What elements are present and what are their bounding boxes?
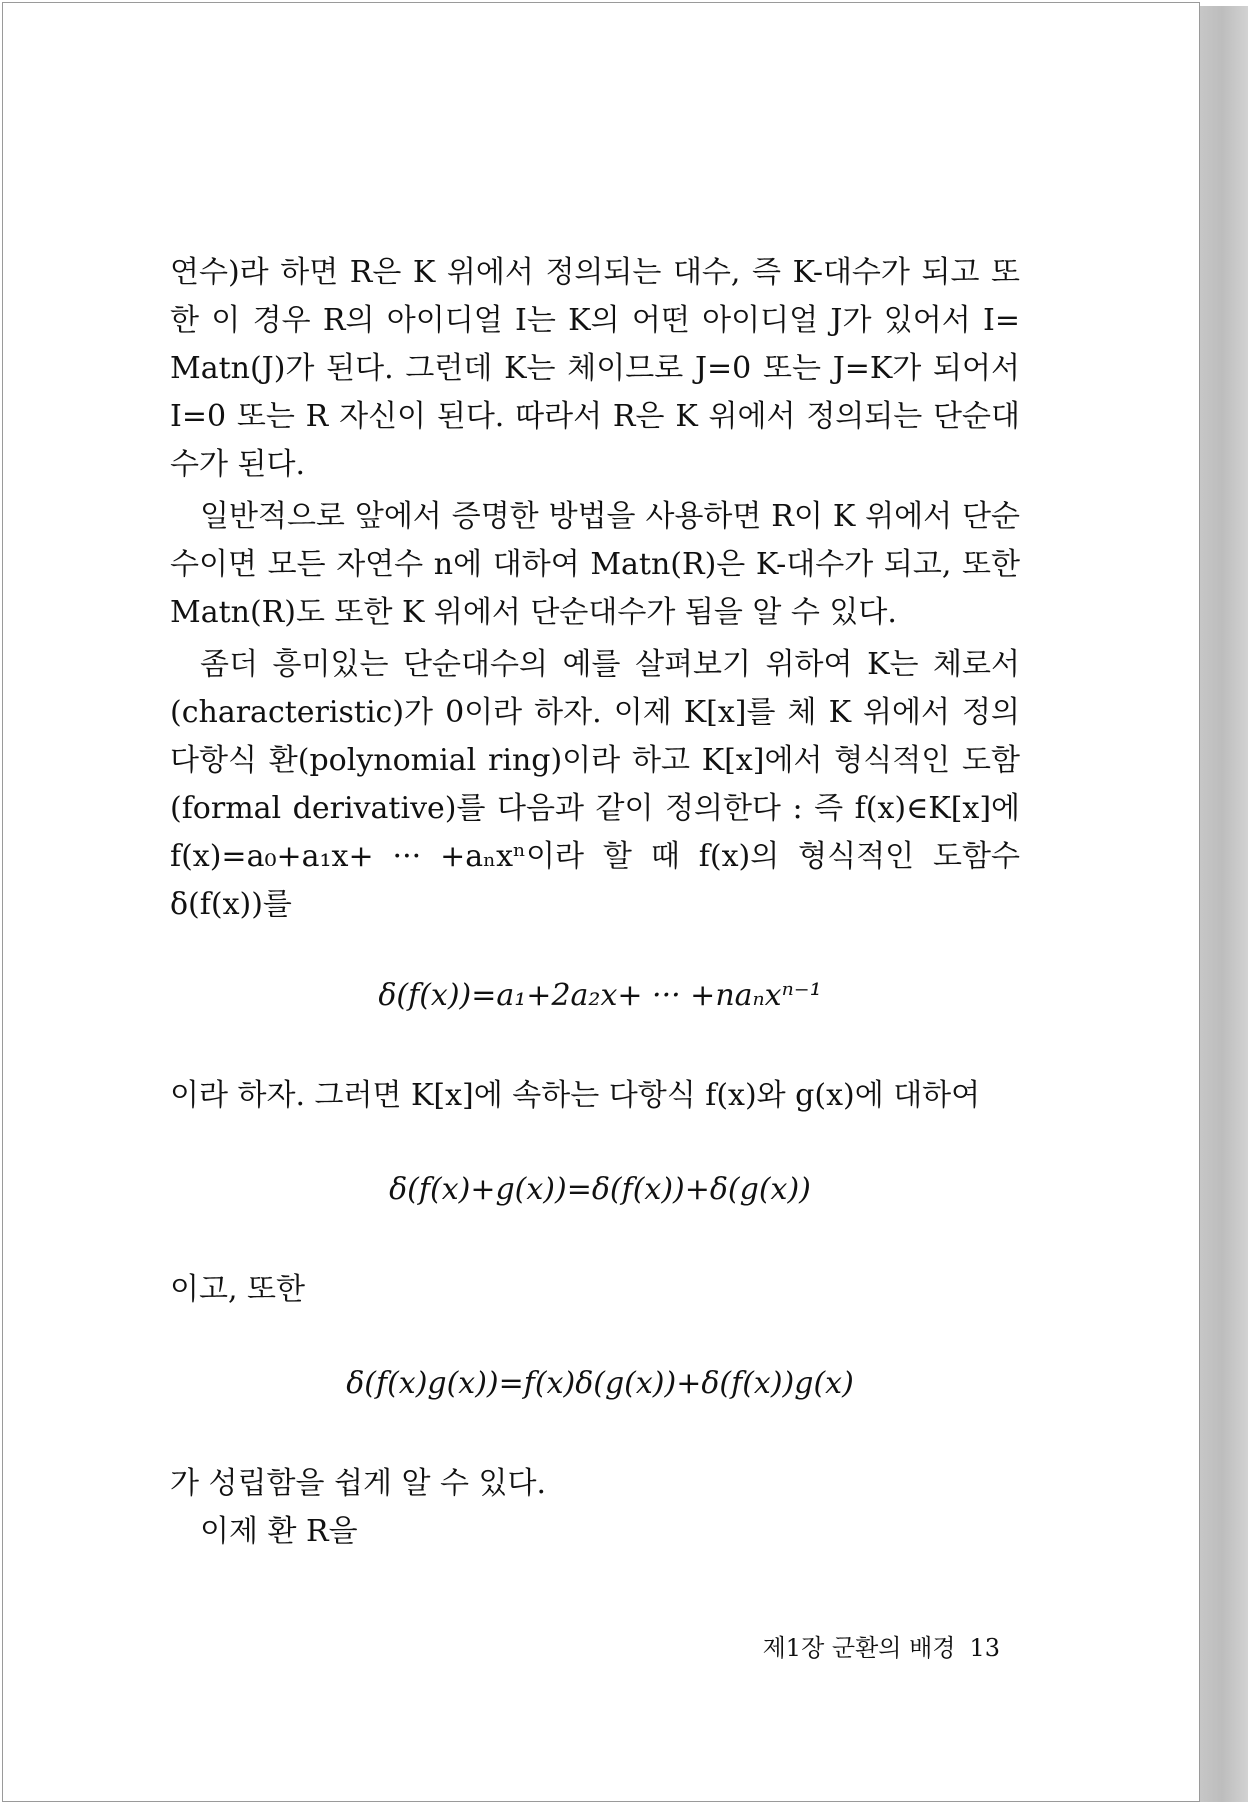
text-line: 한 이 경우 R의 아이디얼 I는 K의 어떤 아이디얼 J가 있어서 I= [170, 303, 1020, 338]
text-line: 이제 환 R을 [200, 1514, 358, 1549]
equation-sum-rule: δ(f(x)+g(x))=δ(f(x))+δ(g(x)) [389, 1172, 811, 1207]
text-line: 이라 하자. 그러면 K[x]에 속하는 다항식 f(x)와 g(x)에 대하여 [170, 1078, 981, 1113]
equation-product-rule: δ(f(x)g(x))=f(x)δ(g(x))+δ(f(x))g(x) [346, 1366, 854, 1401]
chapter-title: 제1장 군환의 배경 [762, 1634, 956, 1662]
text-line: 연수)라 하면 R은 K 위에서 정의되는 대수, 즉 K-대수가 되고 또 [170, 255, 1020, 290]
text-line: (characteristic)가 0이라 하자. 이제 K[x]를 체 K 위에서 정의 [170, 695, 1020, 730]
text-line: Matn(R)도 또한 K 위에서 단순대수가 됨을 알 수 있다. [170, 595, 897, 630]
book-edge-shadow [1196, 6, 1248, 1802]
text-line: Matn(J)가 된다. 그런데 K는 체이므로 J=0 또는 J=K가 되어서 [170, 351, 1020, 386]
text-line: 다항식 환(polynomial ring)이라 하고 K[x]에서 형식적인 도함 [170, 743, 1020, 778]
text-line: 이고, 또한 [170, 1272, 305, 1307]
text-line: I=0 또는 R 자신이 된다. 따라서 R은 K 위에서 정의되는 단순대 [170, 399, 1020, 434]
text-line: 수가 된다. [170, 447, 305, 482]
text-line: 일반적으로 앞에서 증명한 방법을 사용하면 R이 K 위에서 단순 [200, 499, 1020, 534]
page-number: 13 [969, 1634, 1000, 1662]
text-line: 수이면 모든 자연수 n에 대하여 Matn(R)은 K-대수가 되고, 또한 [170, 547, 1020, 582]
text-line: 좀더 흥미있는 단순대수의 예를 살펴보기 위하여 K는 체로서 [200, 647, 1020, 682]
equation-derivative: δ(f(x))=a₁+2a₂x+ ··· +naₙxⁿ⁻¹ [378, 978, 822, 1013]
text-line: δ(f(x))를 [170, 887, 292, 922]
text-line: f(x)=a₀+a₁x+ ··· +aₙxⁿ이라 할 때 f(x)의 형식적인 도함수 [170, 839, 1020, 874]
text-line: (formal derivative)를 다음과 같이 정의한다 : 즉 f(x)∈K[x]에 [170, 791, 1020, 826]
page-footer [763, 1632, 1000, 1664]
text-line: 가 성립함을 쉽게 알 수 있다. [170, 1466, 546, 1501]
